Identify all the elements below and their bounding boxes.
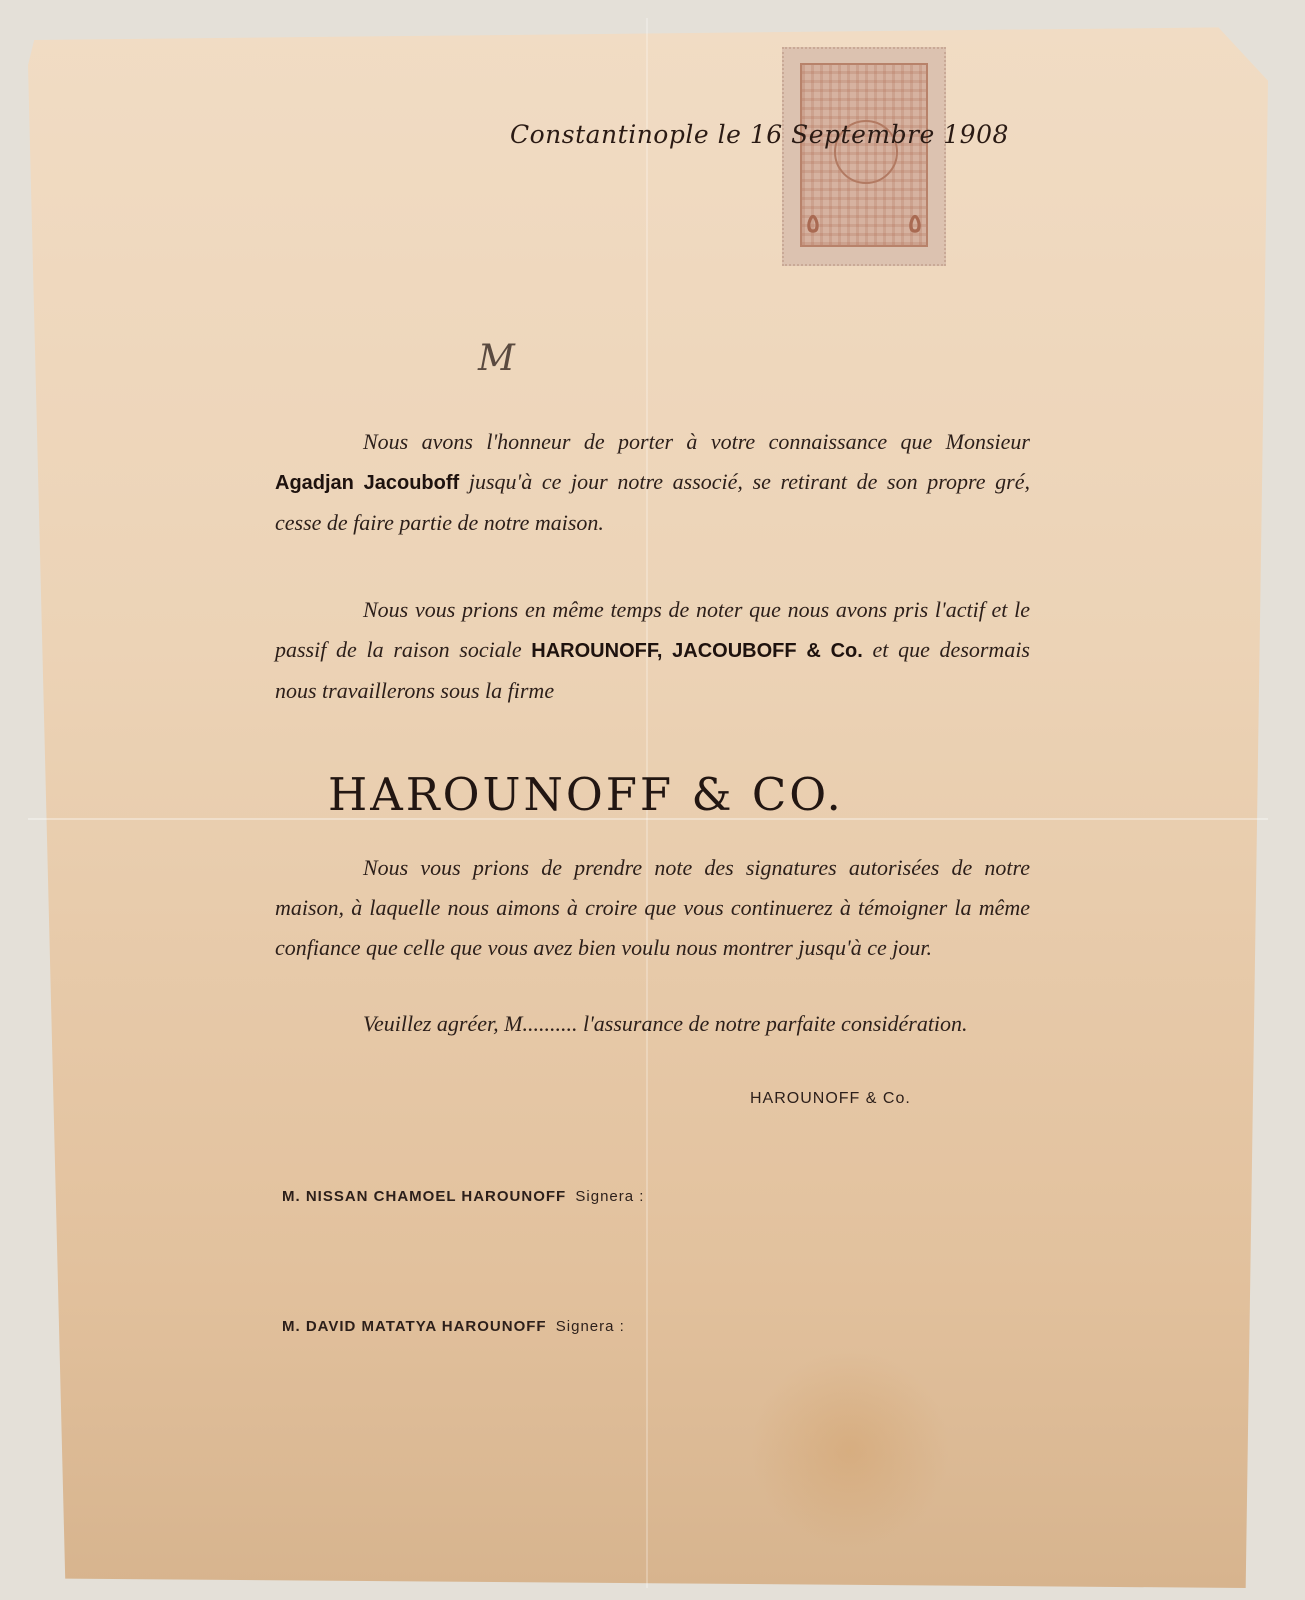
paragraph-2: [275, 590, 1030, 711]
paragraph-3: Nous vous prions de prendre note des signatures autorisées de notre maison, à laquelle nous aimons à croire que vous continuerez à témoigner la même confiance que celle que vous avez bien voulu nous montrer jusqu'à ce jour.: [275, 855, 1030, 960]
signatory-1: [282, 1188, 644, 1205]
signoff-firm: HAROUNOFF & Co.: [750, 1090, 911, 1107]
paragraph-1-text-b: jusqu'à ce jour notre associé, se retirant de son propre gré, cesse de faire partie de notre maison.: [275, 469, 1030, 535]
paper-stain: [750, 1350, 950, 1550]
firm-title: HAROUNOFF & CO.: [328, 768, 844, 821]
former-firm-name: HAROUNOFF, JACOUBOFF & Co.: [531, 640, 863, 662]
stamp-denomination-left: ٥: [806, 209, 820, 239]
paragraph-2-text-b: et que desormais nous travaillerons sous la firme: [275, 637, 1030, 703]
stamp-denomination-right: ٥: [908, 209, 922, 239]
signatory-1-label: Signera :: [575, 1188, 645, 1205]
paragraph-1-text-a: Nous avons l'honneur de porter à votre connaissance que Monsieur: [363, 429, 1030, 454]
place-date: Constantinople le 16 Septembre 1908: [510, 120, 1009, 149]
signatory-1-name: M. NISSAN CHAMOEL HAROUNOFF: [282, 1188, 567, 1205]
paragraph-1: [275, 422, 1030, 543]
signatory-2: [282, 1318, 625, 1335]
stamp-design: [800, 63, 928, 247]
paragraph-2-text-a: Nous vous prions en même temps de noter que nous avons pris l'actif et le passif de la raison sociale: [275, 597, 1030, 662]
associate-name: Agadjan Jacouboff: [275, 472, 460, 494]
signatory-2-name: M. DAVID MATATYA HAROUNOFF: [282, 1318, 547, 1335]
revenue-stamp-icon: [782, 47, 946, 266]
salutation: M: [478, 338, 515, 379]
signatory-2-label: Signera :: [555, 1318, 625, 1335]
paragraph-4: Veuillez agréer, M.......... l'assurance de notre parfaite considération.: [363, 1011, 968, 1036]
